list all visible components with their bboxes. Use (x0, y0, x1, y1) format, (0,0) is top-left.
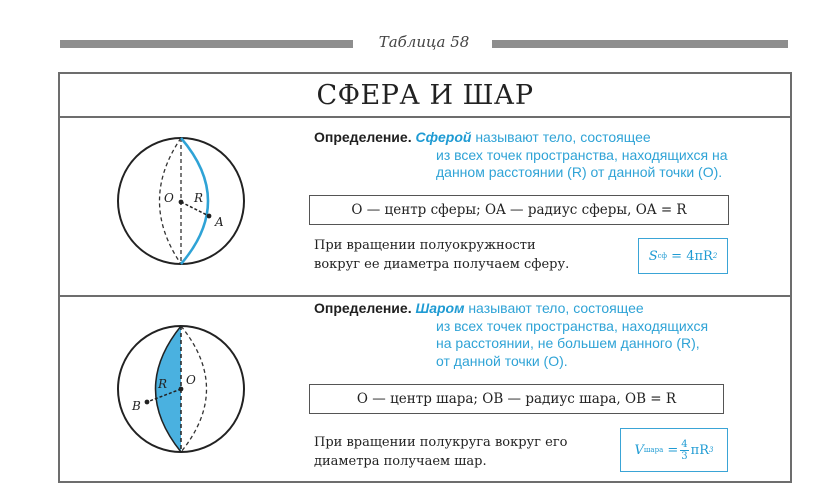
definition-label: Определение. (314, 300, 412, 316)
sphere-label-a: A (215, 215, 224, 229)
sphere-rotation-note: При вращении полуокружности вокруг ее диаметра получаем сферу. (314, 238, 570, 272)
ball-rotation-note: При вращении полукруга вокруг его диаметра получаем шар. (314, 435, 568, 469)
ball-point-b (145, 400, 150, 405)
ball-figure (112, 322, 252, 462)
section-divider (60, 295, 790, 297)
definition-label: Определение. (314, 129, 412, 145)
ball-volume-formula: V шара = $\frac{4}{3}$ πR 3 (620, 428, 728, 472)
sphere-definition-line-2: из всех точек пространства, находящихся на (436, 146, 728, 163)
sphere-area-formula: S сф = 4πR 2 (638, 238, 728, 274)
header-bar-right (492, 40, 788, 48)
table-label: Таблица 58 (378, 33, 470, 51)
ball-definition-line-1: Определение. Шаром называют тело, состоящее (314, 300, 644, 316)
sphere-figure (112, 134, 252, 274)
sphere-info-box: O — центр сферы; OA — радиус сферы, OA = R (309, 195, 729, 225)
ball-term: Шаром (415, 300, 465, 316)
ball-label-b: B (132, 399, 141, 413)
fraction: $\frac{4}{3}$ (681, 438, 688, 462)
sphere-label-o: O (164, 191, 174, 205)
ball-back-meridian (181, 326, 207, 452)
sphere-definition-line-3: данном расстоянии (R) от данной точки (O). (436, 164, 723, 180)
header-bar-left (60, 40, 353, 48)
ball-definition-line-3: на расстоянии, не большем данного (R), (436, 335, 700, 351)
ball-info-box: O — центр шара; OB — радиус шара, OB = R (309, 384, 724, 414)
sphere-label-r: R (194, 191, 204, 205)
sphere-term: Сферой (415, 129, 472, 145)
sphere-center-point (179, 200, 184, 205)
sphere-point-a (207, 214, 212, 219)
page-title: СФЕРА И ШАР (316, 80, 534, 111)
title-row (60, 74, 790, 118)
ball-definition-line-4: от данной точки (O). (436, 352, 568, 369)
ball-definition-line-2: из всех точек пространства, находящихся (436, 317, 709, 334)
sphere-definition (314, 129, 784, 182)
ball-label-r: R (158, 377, 168, 391)
ball-center-point (179, 387, 184, 392)
ball-definition (314, 300, 784, 370)
ball-label-o: O (186, 373, 196, 387)
sphere-definition-line-1: Определение. Сферой называют тело, состоящее (314, 129, 651, 145)
